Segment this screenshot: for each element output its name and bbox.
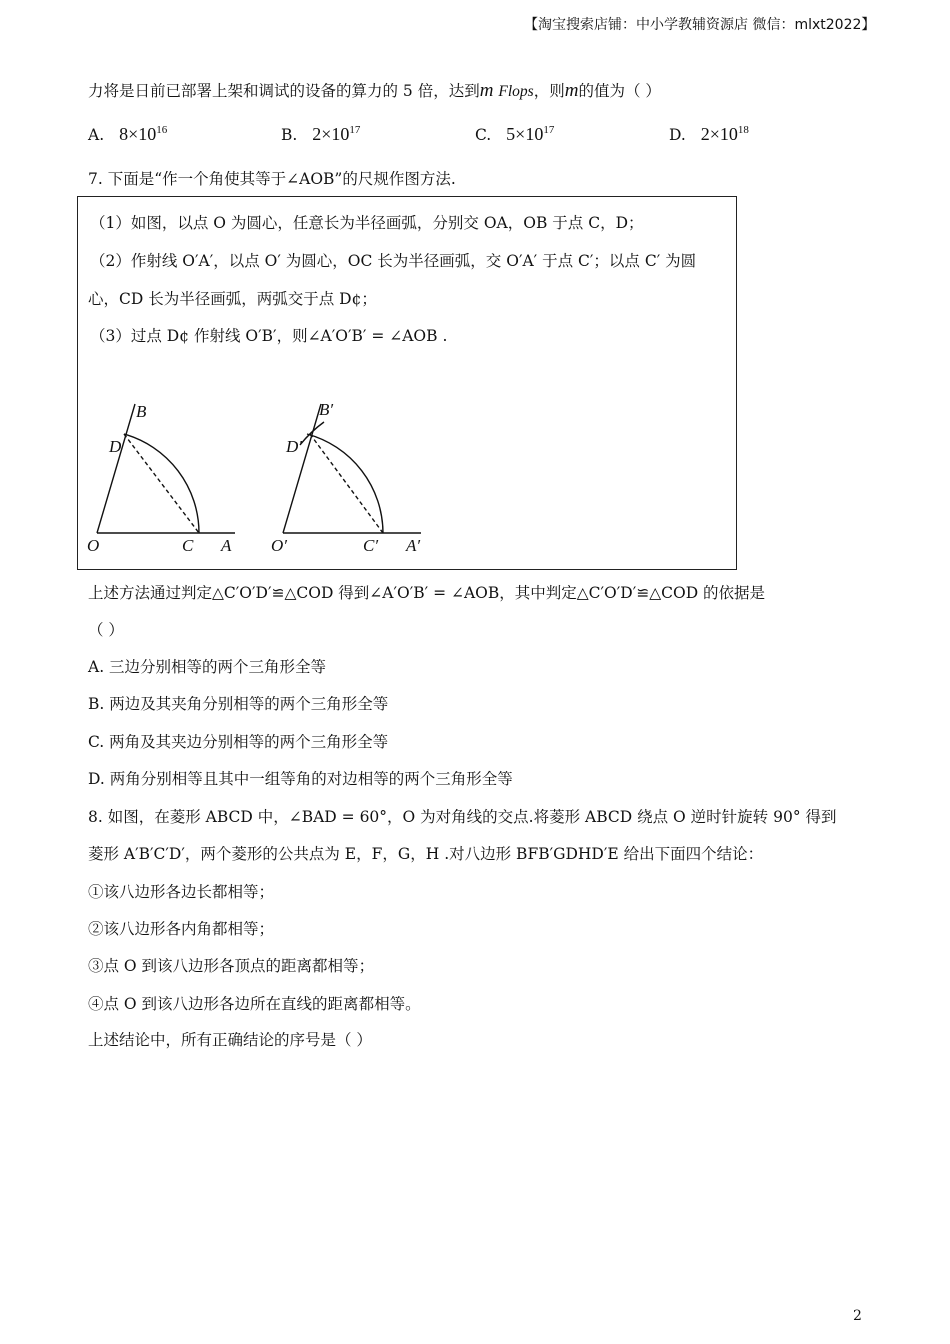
q6-option-c[interactable]: C. $5\times 10^{17}$ bbox=[475, 124, 555, 144]
label-c-prime: C′ bbox=[363, 536, 379, 555]
q6-option-a[interactable]: A. $8\times 10^{16}$ bbox=[88, 124, 168, 144]
q7-step-1: （1）如图，以点 O 为圆心，任意长为半径画弧，分别交 OA，OB 于点 C，D； bbox=[90, 214, 644, 232]
q7-option-b[interactable]: B. 两边及其夹角分别相等的两个三角形全等 bbox=[88, 695, 389, 713]
q8-question: 上述结论中，所有正确结论的序号是（ ） bbox=[88, 1031, 372, 1049]
q6-option-d[interactable]: D. $2\times 10^{18}$ bbox=[669, 124, 749, 144]
q8-conclusion-2: ②该八边形各内角都相等； bbox=[88, 920, 275, 938]
label-b: B bbox=[136, 402, 147, 421]
q6-option-b[interactable]: B. $2\times 10^{17}$ bbox=[281, 124, 361, 144]
q8-conclusion-3: ③点 O 到该八边形各顶点的距离都相等； bbox=[88, 957, 375, 975]
q7-option-a[interactable]: A. 三边分别相等的两个三角形全等 bbox=[88, 658, 327, 676]
q7-step-2-cont: 心，CD 长为半径画弧，两弧交于点 D¢； bbox=[88, 290, 377, 308]
label-o: O bbox=[87, 536, 100, 555]
label-a-prime: A′ bbox=[406, 536, 421, 555]
arc-c-prime bbox=[307, 434, 383, 533]
q8-conclusion-1: ①该八边形各边长都相等； bbox=[88, 883, 275, 901]
page-number: 2 bbox=[853, 1308, 862, 1324]
figure-right bbox=[283, 404, 421, 533]
ray-o-prime-b-prime bbox=[283, 404, 321, 533]
q7-question-blank: （ ） bbox=[88, 621, 124, 639]
label-o-prime: O′ bbox=[271, 536, 287, 555]
q7-step-3: （3）过点 D¢ 作射线 O′B′，则∠A′O′B′ = ∠AOB . bbox=[90, 327, 448, 345]
label-b-prime: B′ bbox=[319, 400, 334, 419]
ray-ob bbox=[97, 404, 135, 533]
figure-left bbox=[97, 404, 235, 533]
label-d-prime: D′ bbox=[286, 437, 302, 456]
q7-figures bbox=[78, 395, 458, 565]
label-d: D bbox=[109, 437, 122, 456]
q7-question: 上述方法通过判定△C′O′D′≌△COD 得到∠A′O′B′ = ∠AOB，其中判定△C′O′D′≌△COD 的依据是 bbox=[88, 584, 766, 602]
q7-step-2: （2）作射线 O′A′，以点 O′ 为圆心，OC 长为半径画弧，交 O′A′ 于点 C′；以点 C′ 为圆 bbox=[90, 252, 697, 270]
q8-stem-line-1: 8. 如图，在菱形 ABCD 中，∠BAD = 60°，O 为对角线的交点.将菱形 ABCD 绕点 O 逆时针旋转 90° 得到 bbox=[88, 808, 837, 826]
q8-stem-line-2: 菱形 A′B′C′D′，两个菱形的公共点为 E，F，G，H .对八边形 BFB′GDHD′E 给出下面四个结论： bbox=[88, 845, 764, 863]
segment-c-prime-d-prime bbox=[310, 434, 383, 533]
q7-option-d[interactable]: D. 两角分别相等且其中一组等角的对边相等的两个三角形全等 bbox=[88, 770, 513, 788]
label-a: A bbox=[221, 536, 232, 555]
q8-conclusion-4: ④点 O 到该八边形各边所在直线的距离都相等。 bbox=[88, 995, 421, 1013]
page-header: 【淘宝搜索店铺：中小学教辅资源店 微信：mlxt2022】 bbox=[524, 17, 876, 33]
q6-stem: 力将是日前已部署上架和调试的设备的算力的 5 倍，达到m Flops，则m的值为（ ） bbox=[88, 80, 661, 101]
q7-stem: 7. 下面是“作一个角使其等于∠AOB”的尺规作图方法. bbox=[88, 170, 456, 188]
label-c: C bbox=[182, 536, 194, 555]
segment-cd bbox=[124, 434, 199, 533]
q7-option-c[interactable]: C. 两角及其夹边分别相等的两个三角形全等 bbox=[88, 733, 389, 751]
